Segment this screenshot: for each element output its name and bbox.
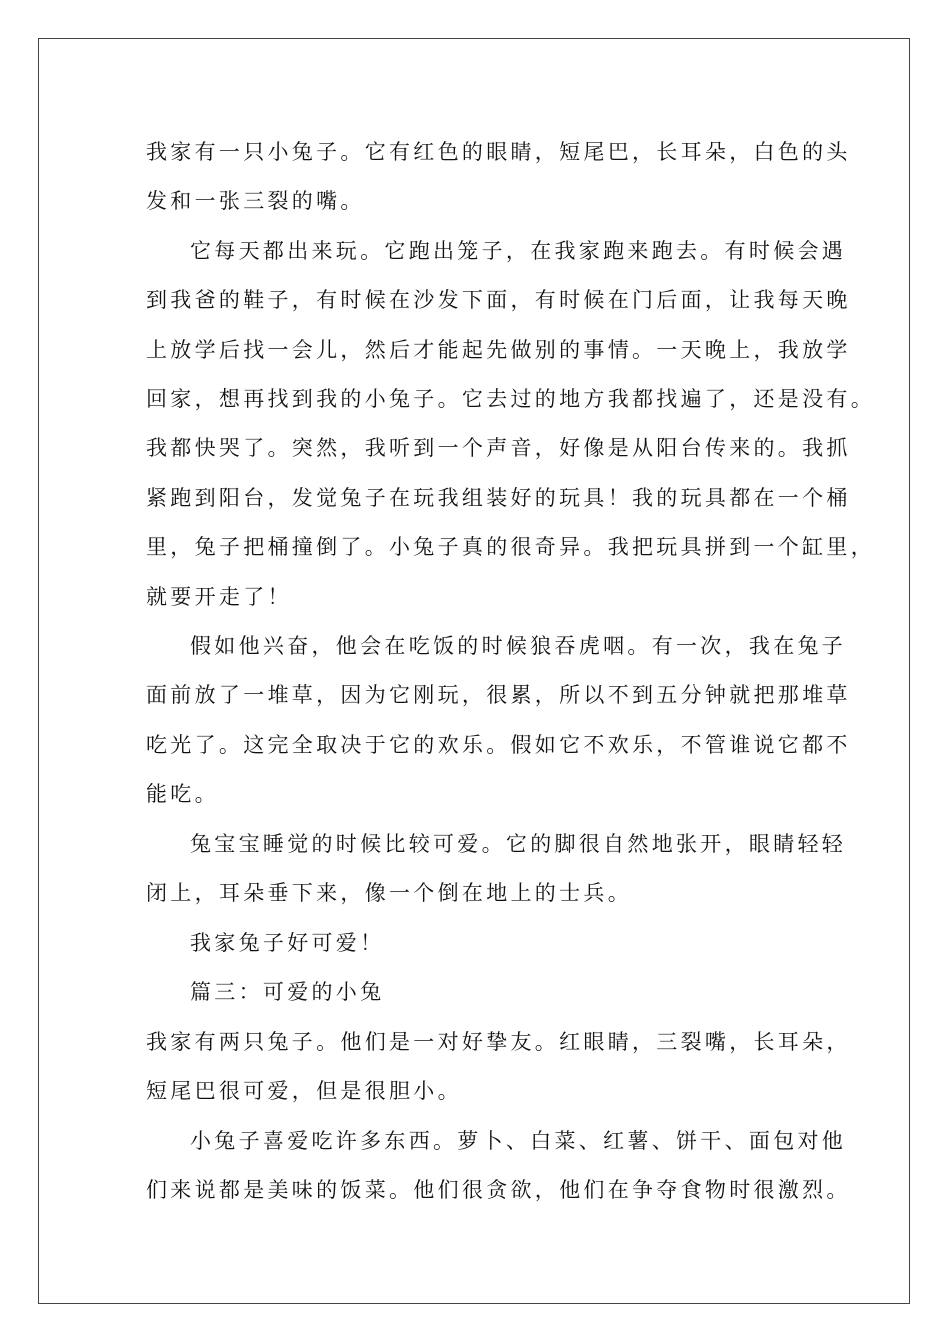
paragraph-line: 面前放了一堆草，因为它刚玩，很累，所以不到五分钟就把那堆草 [146,683,851,707]
paragraph-first-line: 我家兔子好可爱！ [190,931,385,955]
paragraph-line: 回家，想再找到我的小兔子。它去过的地方我都找遍了，还是没有。 [146,387,875,411]
paragraph-line: 们来说都是美味的饭菜。他们很贪欲，他们在争夺食物时很激烈。 [146,1178,851,1202]
paragraph-line: 我家有两只兔子。他们是一对好挚友。红眼睛，三裂嘴，长耳朵， [146,1030,851,1054]
paragraph-first-line: 假如他兴奋，他会在吃饭的时候狼吞虎咽。有一次，我在兔子 [190,634,847,658]
paragraph-first-line: 篇三：可爱的小兔 [190,980,385,1004]
paragraph-first-line: 小兔子喜爱吃许多东西。萝卜、白菜、红薯、饼干、面包对他 [190,1129,847,1153]
paragraph-line: 能吃。 [146,782,219,806]
paragraph-line: 我家有一只小兔子。它有红色的眼睛，短尾巴，长耳朵，白色的头 [146,140,851,164]
paragraph-first-line: 它每天都出来玩。它跑出笼子，在我家跑来跑去。有时候会遇 [190,239,847,263]
paragraph-line: 上放学后找一会儿，然后才能起先做别的事情。一天晚上，我放学 [146,338,851,362]
paragraph-line: 到我爸的鞋子，有时候在沙发下面，有时候在门后面，让我每天晚 [146,288,851,312]
paragraph-line: 短尾巴很可爱，但是很胆小。 [146,1079,462,1103]
paragraph-line: 我都快哭了。突然，我听到一个声音，好像是从阳台传来的。我抓 [146,436,851,460]
paragraph-line: 里，兔子把桶撞倒了。小兔子真的很奇异。我把玩具拼到一个缸里， [146,535,875,559]
paragraph-line: 吃光了。这完全取决于它的欢乐。假如它不欢乐，不管谁说它都不 [146,733,851,757]
paragraph-first-line: 兔宝宝睡觉的时候比较可爱。它的脚很自然地张开，眼睛轻轻 [190,832,847,856]
paragraph-line: 紧跑到阳台，发觉兔子在玩我组装好的玩具！我的玩具都在一个桶 [146,486,851,510]
page-frame [38,38,910,1304]
paragraph-line: 就要开走了！ [146,585,292,609]
paragraph-line: 发和一张三裂的嘴。 [146,189,365,213]
paragraph-line: 闭上，耳朵垂下来，像一个倒在地上的士兵。 [146,881,632,905]
